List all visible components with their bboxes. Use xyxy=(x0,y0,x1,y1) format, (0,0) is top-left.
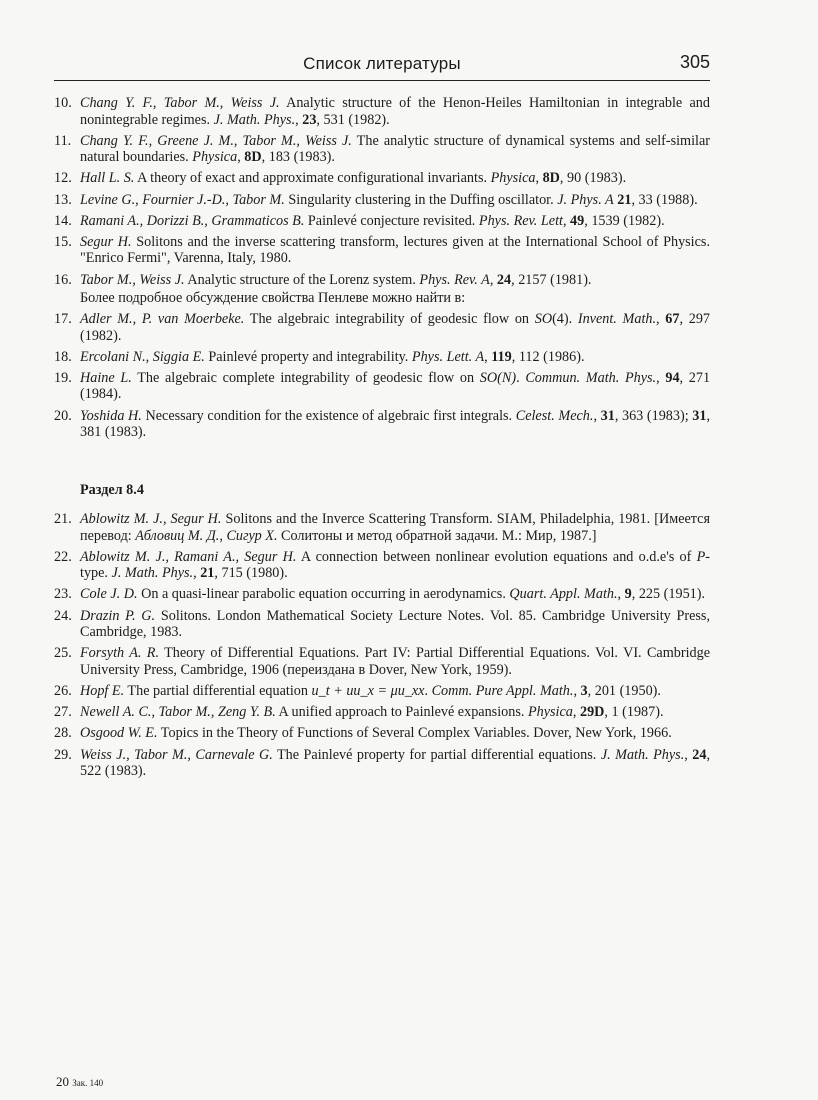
reference-item xyxy=(54,683,710,700)
reference-segment: , 1539 (1982). xyxy=(584,212,665,229)
reference-text xyxy=(80,234,710,267)
reference-segment: , 112 (1986). xyxy=(511,348,585,365)
reference-volume: 31 xyxy=(600,407,615,424)
reference-item xyxy=(54,645,710,678)
reference-segment: On a quasi-linear parabolic equation occurring in aerodynamics. xyxy=(137,586,510,603)
reference-segment: , 297 (1982). xyxy=(80,311,711,344)
reference-segment: , xyxy=(237,149,245,166)
reference-item xyxy=(54,95,710,128)
reference-number: 22. xyxy=(54,548,72,565)
reference-authors: Абловиц М. Д., Сигур Х. xyxy=(135,527,278,544)
reference-segment: Solitons and the Inverce Scattering Transform. SIAM, Philadelphia, 1981. [Имеется перевод: xyxy=(80,511,710,544)
reference-segment: , 1 (1987). xyxy=(604,704,664,721)
reference-italic: u_t + uu_x = μu_xx xyxy=(311,682,425,699)
reference-volume: 94 xyxy=(665,369,680,386)
reference-segment: , 2157 (1981). xyxy=(511,271,592,288)
reference-text xyxy=(80,311,710,344)
reference-segment: . xyxy=(424,682,432,699)
reference-segment: , xyxy=(535,170,543,187)
reference-authors: Osgood W. E. xyxy=(80,725,158,742)
reference-volume: 21 xyxy=(200,565,215,582)
reference-text xyxy=(80,272,710,289)
reference-number: 12. xyxy=(54,170,72,187)
reference-text xyxy=(80,608,710,641)
reference-authors: Ramani A., Dorizzi B., Grammaticos B. xyxy=(80,212,305,229)
reference-segment: , 201 (1950). xyxy=(587,682,661,699)
reference-item xyxy=(54,704,710,721)
reference-authors: Ercolani N., Siggia E. xyxy=(80,348,205,365)
reference-number: 17. xyxy=(54,311,72,327)
reference-segment: Singularity clustering in the Duffing oscillator. xyxy=(284,191,558,208)
reference-number: 28. xyxy=(54,725,72,742)
reference-number: 26. xyxy=(54,682,72,699)
reference-number: 18. xyxy=(54,348,72,365)
reference-authors: Chang Y. F., Greene J. M., Tabor M., Weiss J. xyxy=(80,132,352,149)
reference-authors: Weiss J., Tabor M., Carnevale G. xyxy=(80,746,273,763)
reference-authors: Newell A. C., Tabor M., Zeng Y. B. xyxy=(80,704,276,721)
reference-number: 25. xyxy=(54,645,72,662)
reference-segment: , 183 (1983). xyxy=(261,149,335,166)
reference-segment: -type. xyxy=(80,548,710,582)
reference-number: 11. xyxy=(54,132,72,149)
reference-text xyxy=(80,170,710,187)
reference-volume: 8D xyxy=(542,170,560,187)
reference-authors: Yoshida H. xyxy=(80,407,142,424)
reference-text xyxy=(80,290,710,307)
reference-authors: Levine G., Fournier J.-D., Tabor M. xyxy=(80,191,285,208)
reference-segment: , xyxy=(562,212,571,229)
reference-list-bottom xyxy=(54,511,710,784)
reference-text xyxy=(80,747,710,780)
reference-volume: 23 xyxy=(302,111,317,128)
reference-number: 24. xyxy=(54,607,72,624)
reference-volume: 24 xyxy=(496,271,512,288)
reference-authors: Hall L. S. xyxy=(80,170,135,187)
reference-italic: Quart. Appl. Math. xyxy=(509,586,618,603)
reference-text xyxy=(80,511,710,544)
reference-authors: Segur H. xyxy=(80,233,132,250)
reference-authors: Cole J. D. xyxy=(80,586,138,603)
reference-item xyxy=(54,408,710,441)
reference-volume: 67 xyxy=(665,311,680,327)
reference-segment: The analytic structure of dynamical systems and self-similar natural boundaries. xyxy=(80,132,710,166)
reference-segment: A theory of exact and approximate configurational invariants. xyxy=(134,170,491,187)
reference-segment: Solitons and the inverse scattering transform, lectures given at the International School of Physics. "Enrico Fermi", Varenna, Italy, 1980. xyxy=(80,233,710,267)
reference-item xyxy=(54,170,710,187)
reference-segment: Topics in the Theory of Functions of Several Complex Variables. Dover, New York, 1966. xyxy=(157,725,672,742)
reference-number: 29. xyxy=(54,746,72,763)
reference-item xyxy=(54,549,710,582)
reference-segment: , xyxy=(617,586,625,603)
signature-text: Зак. 140 xyxy=(72,1078,104,1088)
reference-text xyxy=(80,645,710,678)
reference-number: 20. xyxy=(54,407,72,424)
reference-segment: , xyxy=(684,746,693,763)
reference-italic: Invent. Math. xyxy=(577,311,657,327)
running-title: Список литературы xyxy=(303,54,461,73)
reference-number: 10. xyxy=(54,95,72,111)
reference-segment: , xyxy=(656,311,666,327)
reference-item xyxy=(54,511,710,544)
reference-segment: , xyxy=(489,271,497,288)
reference-segment: . xyxy=(516,369,526,386)
reference-text xyxy=(80,586,710,603)
reference-segment: , 225 (1951). xyxy=(631,586,706,603)
reference-italic: J. Math. Phys. xyxy=(600,746,685,763)
reference-item xyxy=(54,272,710,289)
reference-segment: A connection between nonlinear evolution equations and o.d.e's of xyxy=(296,548,697,565)
reference-segment: , 90 (1983). xyxy=(559,170,627,187)
reference-number: 15. xyxy=(54,233,72,250)
reference-italic: Phys. Rev. Lett xyxy=(478,212,563,229)
page-number: 305 xyxy=(679,52,710,72)
reference-volume: 24 xyxy=(692,746,707,763)
reference-text xyxy=(80,549,710,582)
reference-segment: Analytic structure of the Lorenz system. xyxy=(184,271,420,288)
reference-volume: 29D xyxy=(579,704,605,721)
reference-item xyxy=(54,213,710,230)
reference-italic: Commun. Math. Phys. xyxy=(525,369,657,386)
reference-authors: Tabor M., Weiss J. xyxy=(80,271,185,288)
reference-text xyxy=(80,683,710,700)
reference-segment: The partial differential equation xyxy=(124,682,312,699)
reference-list-top xyxy=(54,95,710,445)
reference-authors: Ablowitz M. J., Ramani A., Segur H. xyxy=(80,548,297,565)
reference-volume: 8D xyxy=(244,149,262,166)
signature-number: 20 xyxy=(56,1074,69,1089)
reference-item xyxy=(54,234,710,267)
reference-segment: The Painlevé property for partial differential equations. xyxy=(272,746,601,763)
reference-italic: P xyxy=(696,548,706,565)
reference-volume: 119 xyxy=(491,348,512,365)
reference-segment: , 531 (1982). xyxy=(316,111,390,128)
reference-segment: , xyxy=(484,348,492,365)
reference-authors: Haine L. xyxy=(80,369,132,386)
reference-note xyxy=(54,290,710,307)
reference-volume: 31 xyxy=(692,407,707,424)
reference-segment: Necessary condition for the existence of algebraic first integrals. xyxy=(141,407,516,424)
reference-italic: Phys. Lett. A xyxy=(411,348,485,365)
reference-volume: 9 xyxy=(624,586,632,603)
section-heading: Раздел 8.4 xyxy=(80,482,144,498)
reference-segment: Painlevé property and integrability. xyxy=(204,348,412,365)
reference-item xyxy=(54,311,710,344)
reference-volume: 49 xyxy=(570,212,585,229)
reference-segment: The algebraic complete integrability of geodesic flow on xyxy=(131,369,480,386)
reference-segment: , 363 (1983); xyxy=(614,407,693,424)
reference-segment: Солитоны и метод обратной задачи. М.: Мир, 1987.] xyxy=(277,527,597,544)
reference-segment: , xyxy=(573,682,581,699)
reference-authors: Drazin P. G. xyxy=(80,607,156,624)
reference-number: 14. xyxy=(54,212,72,229)
reference-segment: The algebraic integrability of geodesic flow on xyxy=(244,311,535,327)
reference-italic: SO(N) xyxy=(479,369,517,386)
reference-segment: , 715 (1980). xyxy=(214,565,288,582)
reference-number: 19. xyxy=(54,369,72,386)
reference-number: 21. xyxy=(54,511,72,527)
reference-segment: , xyxy=(656,369,666,386)
reference-italic: Comm. Pure Appl. Math. xyxy=(431,682,574,699)
reference-text xyxy=(80,370,710,403)
reference-segment: Painlevé conjecture revisited. xyxy=(304,212,479,229)
reference-volume: 21 xyxy=(617,191,632,208)
reference-segment: , 271 (1984). xyxy=(80,369,711,403)
reference-authors: Chang Y. F., Tabor M., Weiss J. xyxy=(80,95,280,111)
reference-text xyxy=(80,95,710,128)
reference-italic: Physica xyxy=(527,704,573,721)
reference-italic: J. Math. Phys. xyxy=(213,111,296,128)
reference-italic: J. Phys. A xyxy=(557,191,614,208)
reference-number: 16. xyxy=(54,271,72,288)
reference-text xyxy=(80,192,710,209)
reference-text xyxy=(80,725,710,742)
reference-segment: , xyxy=(295,111,303,128)
reference-number: 27. xyxy=(54,704,72,721)
reference-item xyxy=(54,370,710,403)
reference-italic: Phys. Rev. A xyxy=(419,271,490,288)
reference-segment: A unified approach to Painlevé expansions. xyxy=(275,704,528,721)
reference-segment: , 381 (1983). xyxy=(80,407,711,441)
reference-segment: Solitons. London Mathematical Society Lecture Notes. Vol. 85. Cambridge University Press, Cambridge, 1983. xyxy=(80,607,711,641)
reference-authors: Hopf E. xyxy=(80,682,125,699)
reference-italic: J. Math. Phys. xyxy=(111,565,194,582)
reference-segment: , xyxy=(572,704,580,721)
reference-segment: Analytic structure of the Henon-Heiles Hamiltonian in integrable and nonintegrable regimes. xyxy=(80,95,710,128)
reference-segment: Более подробное обсуждение свойства Пенлеве можно найти в: xyxy=(80,289,466,306)
running-header xyxy=(54,52,710,81)
reference-segment: (4). xyxy=(552,311,578,327)
reference-segment: , xyxy=(193,565,201,582)
reference-item xyxy=(54,747,710,780)
reference-text xyxy=(80,213,710,230)
reference-item xyxy=(54,725,710,742)
reference-italic: Physica xyxy=(490,170,536,187)
reference-segment: , 33 (1988). xyxy=(631,191,698,208)
reference-authors: Adler M., P. van Moerbeke. xyxy=(80,311,245,327)
reference-number: 23. xyxy=(54,586,72,603)
reference-text xyxy=(80,133,710,166)
reference-text xyxy=(80,408,710,441)
reference-italic: Physica xyxy=(192,149,238,166)
reference-authors: Forsyth A. R. xyxy=(80,645,160,662)
reference-item xyxy=(54,349,710,366)
reference-segment: , xyxy=(593,407,601,424)
reference-italic: SO xyxy=(534,311,553,327)
reference-authors: Ablowitz M. J., Segur H. xyxy=(80,511,222,527)
reference-item xyxy=(54,192,710,209)
reference-item xyxy=(54,608,710,641)
reference-item xyxy=(54,133,710,166)
printer-signature xyxy=(56,1074,103,1090)
reference-text xyxy=(80,349,710,366)
reference-text xyxy=(80,704,710,721)
reference-italic: Celest. Mech. xyxy=(515,407,594,424)
reference-number: 13. xyxy=(54,191,72,208)
reference-volume: 3 xyxy=(580,682,588,699)
reference-item xyxy=(54,586,710,603)
reference-segment: , 522 (1983). xyxy=(80,746,711,779)
reference-segment: Theory of Differential Equations. Part IV: Partial Differential Equations. Vol. VI. Cambridge University Press, Cambridge, 1906 (переиздана в Dover, New York, 1959). xyxy=(80,645,710,678)
